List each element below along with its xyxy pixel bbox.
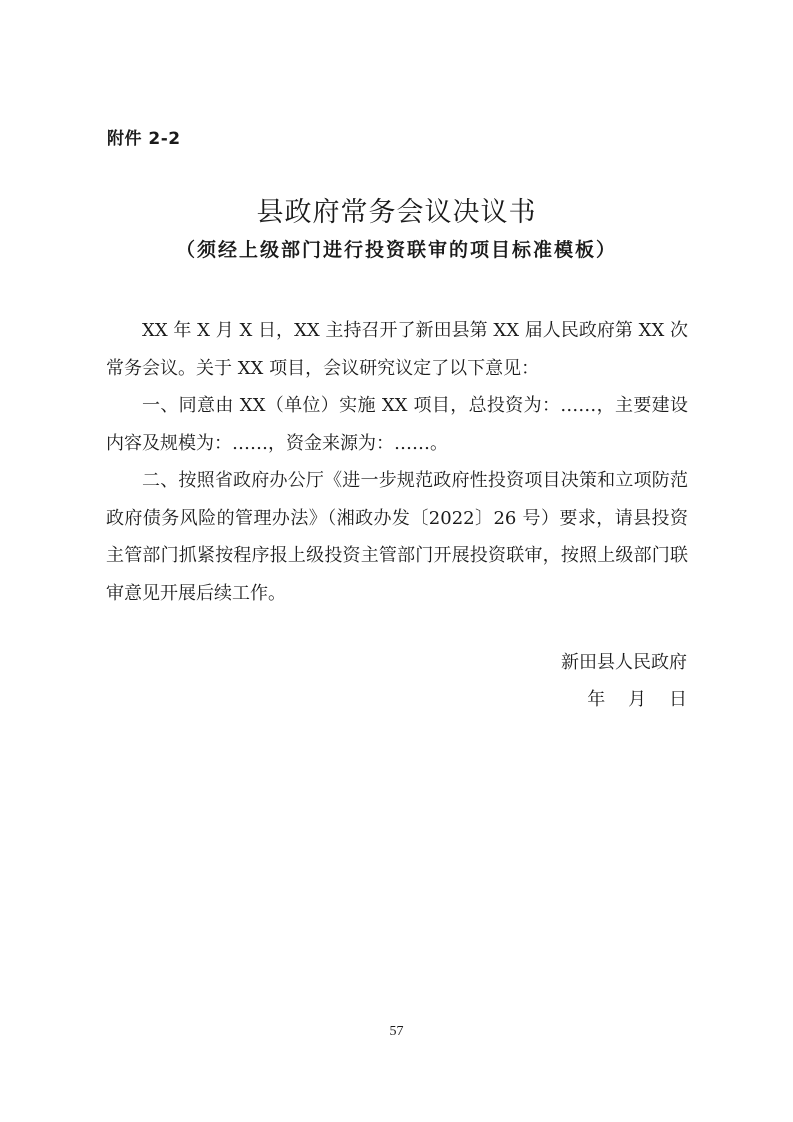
signature-date: 年 月 日: [587, 689, 687, 710]
paragraph-meeting-intro: XX 年 X 月 X 日，XX 主持召开了新田县第 XX 届人民政府第 XX 次常务会议。关于 XX 项目，会议研究议定了以下意见：: [106, 320, 688, 379]
signature-organization: 新田县人民政府: [561, 652, 687, 673]
document-title: 县政府常务会议决议书: [256, 197, 537, 228]
signature-block: [561, 644, 687, 718]
page-number: 57: [389, 1024, 404, 1039]
attachment-label: 附件 2-2: [107, 129, 181, 149]
document-body: [106, 312, 688, 612]
paragraph-item-two: 二、按照省政府办公厅《进一步规范政府性投资项目决策和立项防范政府债务风险的管理办法》（湘政办发〔2022〕26 号）要求，请县投资主管部门抓紧按程序报上级投资主管部门开展投资联审，按照上级部门联审意见开展后续工作。: [106, 470, 688, 604]
paragraph-item-one: 一、同意由 XX（单位）实施 XX 项目，总投资为：……，主要建设内容及规模为：……，资金来源为：……。: [106, 395, 688, 454]
document-subtitle: （须经上级部门进行投资联审的项目标准模板）: [175, 239, 617, 261]
